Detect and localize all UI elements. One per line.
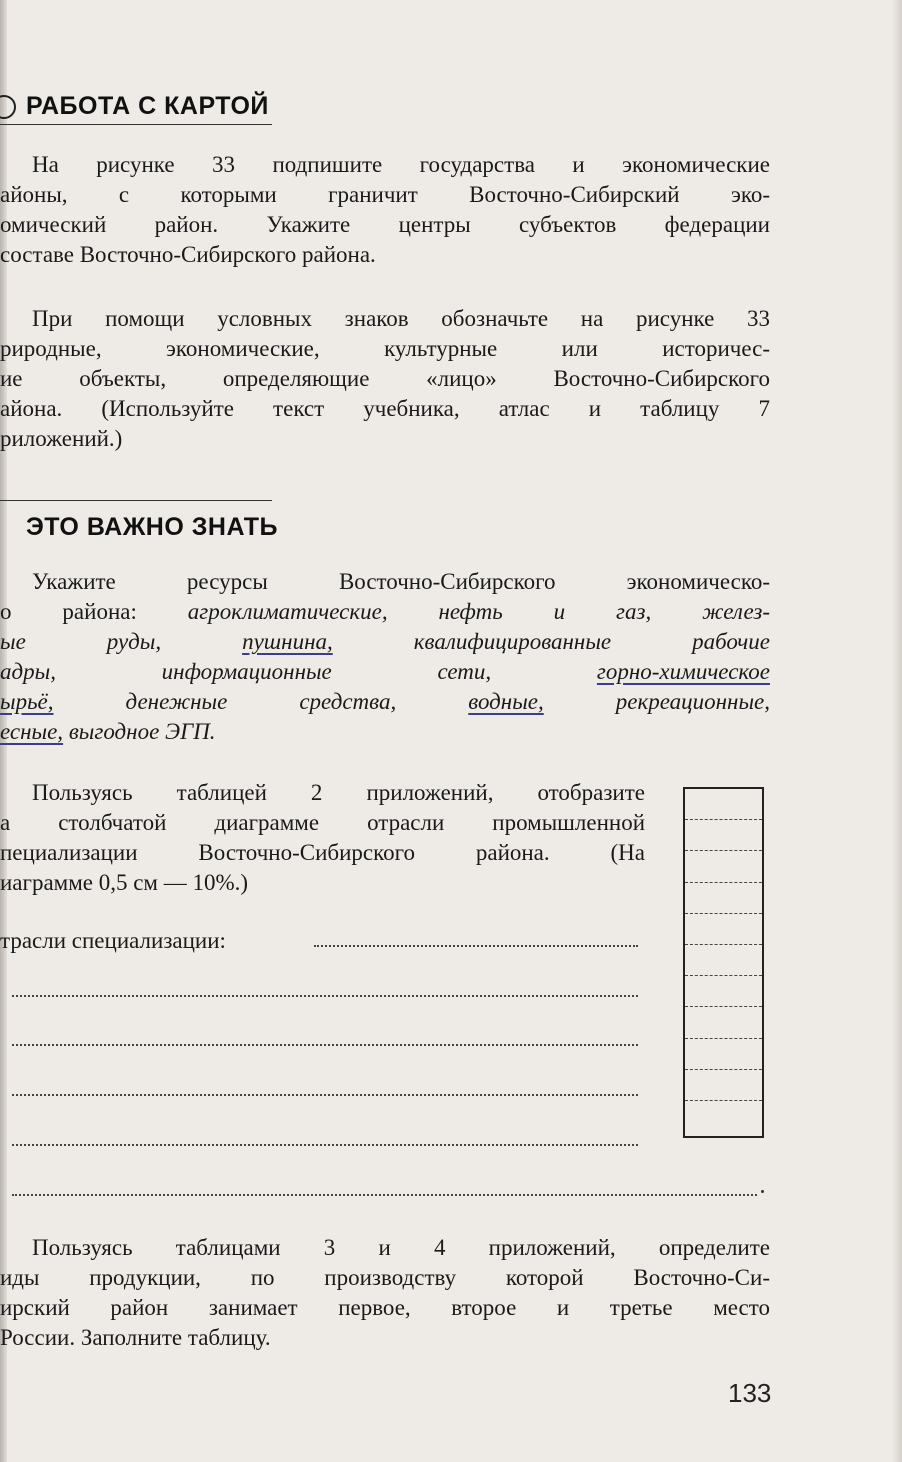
task-2-line: риродные, экономические, культурные или историчес- (0, 336, 770, 361)
page-number: 133 (728, 1378, 772, 1408)
task-1-line: айоны, с которыми граничит Восточно-Сибирский эко- (0, 182, 770, 207)
section-heading-important: ЭТО ВАЖНО ЗНАТЬ (26, 513, 278, 541)
task-1-line: омический район. Укажите центры субъектов федерации (0, 212, 770, 237)
task-4-line: иаграмме 0,5 см — 10%.) (0, 870, 249, 895)
task-5-line: России. Заполните таблицу. (0, 1325, 271, 1350)
grid-cell (685, 820, 762, 851)
grid-cell (685, 883, 762, 914)
task-2-line: айона. (Используйте текст учебника, атлас и таблицу 7 (0, 396, 770, 421)
task-3-line (0, 597, 770, 627)
resource-underlined: пушнина, (242, 629, 333, 654)
answer-line[interactable] (314, 945, 638, 947)
grid-cell (685, 851, 762, 882)
diagram-grid-box[interactable] (683, 787, 764, 1138)
answer-line[interactable] (12, 1094, 638, 1096)
task-5-line: ирский район занимает первое, второе и третье место (0, 1295, 770, 1320)
resource-text: денежные средства, (53, 689, 469, 714)
grid-cell (685, 1007, 762, 1038)
answer-end-dot (761, 1190, 764, 1193)
task-3-text (0, 567, 770, 627)
task-3-resources (0, 627, 770, 747)
answer-line[interactable] (12, 1144, 638, 1146)
task-5-line: иды продукции, по производству которой Восточно-Си- (0, 1265, 770, 1290)
resource-text: ые руды, (0, 629, 243, 654)
section-heading-important-top-rule (0, 500, 272, 501)
resource-underlined: есные, (0, 719, 64, 744)
answer-line[interactable] (12, 1044, 638, 1046)
resource-line (0, 717, 770, 747)
task-1-line: составе Восточно-Сибирского района. (0, 242, 376, 267)
task-2-line: риложений.) (0, 426, 123, 451)
resource-line (0, 657, 770, 687)
grid-cell (685, 976, 762, 1007)
answer-line[interactable] (12, 1194, 757, 1196)
map-section-icon (0, 95, 16, 119)
task-2-line: При помощи условных знаков обозначьте на рисунке 33 (32, 306, 770, 331)
task-3-line: Укажите ресурсы Восточно-Сибирского экономическо- (32, 569, 770, 594)
task-4-line: пециализации Восточно-Сибирского района. (На (0, 840, 645, 865)
resource-text: квалифицированные рабочие (332, 629, 770, 654)
grid-cell (685, 945, 762, 976)
task-3-intro-tail: о района: (0, 599, 137, 624)
grid-cell (685, 789, 762, 820)
resource-underlined: водные, (468, 689, 544, 714)
resource-line (0, 687, 770, 717)
task-5-text (0, 1233, 770, 1353)
section-heading-map-rule (0, 124, 272, 125)
resource-underlined: горно-химическое (596, 659, 770, 684)
resource-text: выгодное ЭГП. (63, 719, 216, 744)
grid-cell (685, 1070, 762, 1101)
grid-cell (685, 1039, 762, 1070)
task-4-answer-label: трасли специализации: (0, 928, 226, 953)
task-5-line: Пользуясь таблицами 3 и 4 приложений, определите (32, 1235, 770, 1260)
resource-underlined: ырьё, (0, 689, 54, 714)
grid-cell (685, 1101, 762, 1132)
task-4-text (0, 778, 645, 898)
resource-text: рекреационные, (543, 689, 770, 714)
resource-text: агроклиматические, нефть и газ, желез- (187, 599, 770, 624)
task-2-text (0, 304, 770, 454)
section-heading-map: РАБОТА С КАРТОЙ (26, 92, 269, 120)
answer-line[interactable] (12, 995, 638, 997)
task-4-line: а столбчатой диаграмме отрасли промышленной (0, 810, 645, 835)
task-2-line: ие объекты, определяющие «лицо» Восточно-Сибирского (0, 366, 770, 391)
task-4-line: Пользуясь таблицей 2 приложений, отобразите (32, 780, 645, 805)
page-outer-edge (892, 0, 902, 1462)
task-1-line: На рисунке 33 подпишите государства и экономические (32, 152, 770, 177)
grid-cell (685, 914, 762, 945)
task-1-text (0, 150, 770, 270)
resource-text: адры, информационные сети, (0, 659, 597, 684)
resource-line (0, 627, 770, 657)
